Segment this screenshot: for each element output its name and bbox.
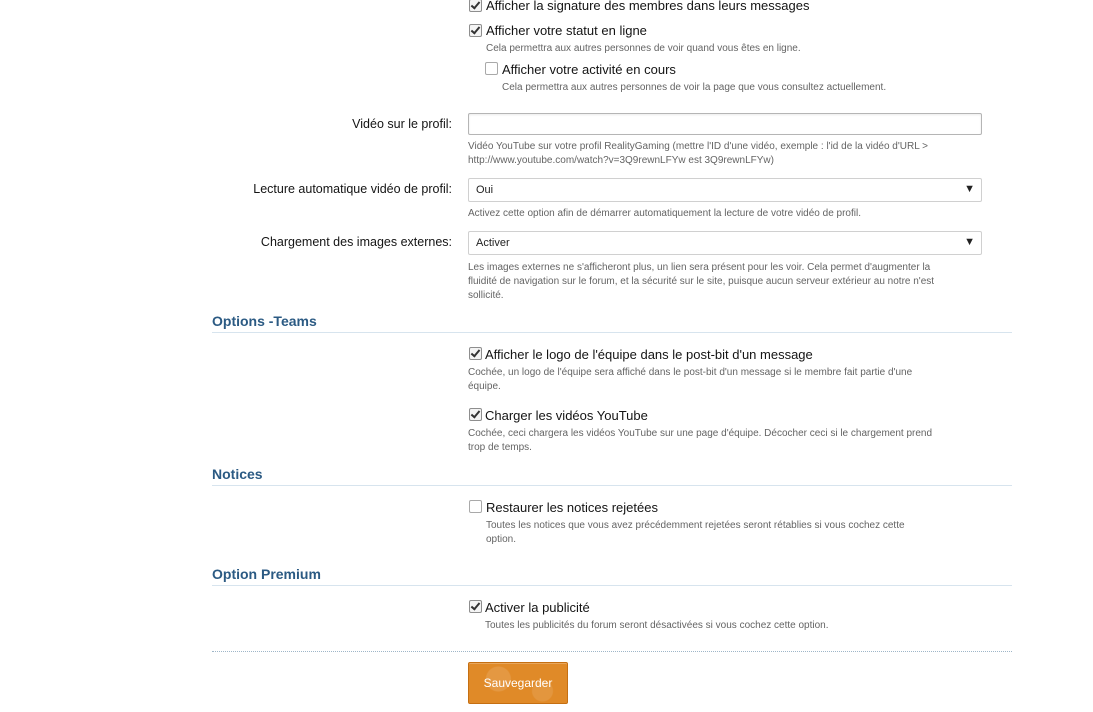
premium-section-title: Option Premium xyxy=(212,566,321,582)
team-logo-label: Afficher le logo de l'équipe dans le post-bit d'un message xyxy=(485,347,813,362)
show-activity-hint: Cela permettra aux autres personnes de voir la page que vous consultez actuellement. xyxy=(502,82,887,93)
restore-notices-hint-line1: Toutes les notices que vous avez précédemment rejetées seront rétablies si vous cochez cette xyxy=(486,520,905,531)
team-logo-hint-line1: Cochée, un logo de l'équipe sera affiché dans le post-bit d'un message si le membre fait partie d'une xyxy=(468,367,913,378)
restore-notices-label: Restaurer les notices rejetées xyxy=(486,500,658,515)
profile-video-hint-line2: http://www.youtube.com/watch?v=3Q9rewnLFYw est 3Q9rewnLFYw) xyxy=(468,155,774,166)
form-footer-divider xyxy=(212,651,1012,652)
team-logo-hint-line2: équipe. xyxy=(468,381,501,392)
show-activity-label: Afficher votre activité en cours xyxy=(502,62,676,77)
external-images-hint-line3: sollicité. xyxy=(468,290,504,301)
dropdown-arrow-icon: ▼ xyxy=(964,183,975,195)
ads-label: Activer la publicité xyxy=(485,600,590,615)
teams-section-divider xyxy=(212,332,1012,333)
autoplay-label: Lecture automatique vidéo de profil: xyxy=(253,182,452,196)
show-online-checkbox[interactable] xyxy=(469,24,482,37)
external-images-select[interactable] xyxy=(468,231,982,255)
profile-video-label: Vidéo sur le profil: xyxy=(352,117,452,131)
profile-video-input[interactable] xyxy=(468,113,982,135)
external-images-label: Chargement des images externes: xyxy=(260,235,452,249)
external-images-hint-line1: Les images externes ne s'afficheront plus, un lien sera présent pour les voir. Cela permet d'augmenter la xyxy=(468,262,931,273)
profile-video-hint-line1: Vidéo YouTube sur votre profil RealityGaming (mettre l'ID d'une vidéo, exemple : l'id de la vidéo d'URL > xyxy=(468,141,929,152)
premium-section-divider xyxy=(212,585,1012,586)
show-activity-checkbox[interactable] xyxy=(485,62,498,75)
dropdown-arrow-icon: ▼ xyxy=(964,236,975,248)
autoplay-hint: Activez cette option afin de démarrer automatiquement la lecture de votre vidéo de profil. xyxy=(468,208,861,219)
youtube-videos-checkbox[interactable] xyxy=(469,408,482,421)
show-online-hint: Cela permettra aux autres personnes de voir quand vous êtes en ligne. xyxy=(486,43,801,54)
youtube-videos-hint-line2: trop de temps. xyxy=(468,442,532,453)
save-button[interactable]: Sauvegarder xyxy=(468,662,568,704)
external-images-hint-line2: fluidité de navigation sur le forum, et la sécurité sur le site, puisque aucun serveur extérieur au notre n'est xyxy=(468,276,935,287)
show-signatures-label: Afficher la signature des membres dans leurs messages xyxy=(486,0,810,13)
ads-hint: Toutes les publicités du forum seront désactivées si vous cochez cette option. xyxy=(485,620,829,631)
autoplay-selected-value: Oui xyxy=(476,184,494,196)
youtube-videos-label: Charger les vidéos YouTube xyxy=(485,408,648,423)
show-online-label: Afficher votre statut en ligne xyxy=(486,23,647,38)
external-images-selected-value: Activer xyxy=(476,237,510,249)
notices-section-divider xyxy=(212,485,1012,486)
youtube-videos-hint-line1: Cochée, ceci chargera les vidéos YouTube sur une page d'équipe. Décocher ceci si le chargement prend xyxy=(468,428,933,439)
notices-section-title: Notices xyxy=(212,466,263,482)
teams-section-title: Options -Teams xyxy=(212,313,317,329)
restore-notices-checkbox[interactable] xyxy=(469,500,482,513)
show-signatures-checkbox[interactable] xyxy=(469,0,482,12)
ads-checkbox[interactable] xyxy=(469,600,482,613)
autoplay-select[interactable] xyxy=(468,178,982,202)
team-logo-checkbox[interactable] xyxy=(469,347,482,360)
restore-notices-hint-line2: option. xyxy=(486,534,517,545)
